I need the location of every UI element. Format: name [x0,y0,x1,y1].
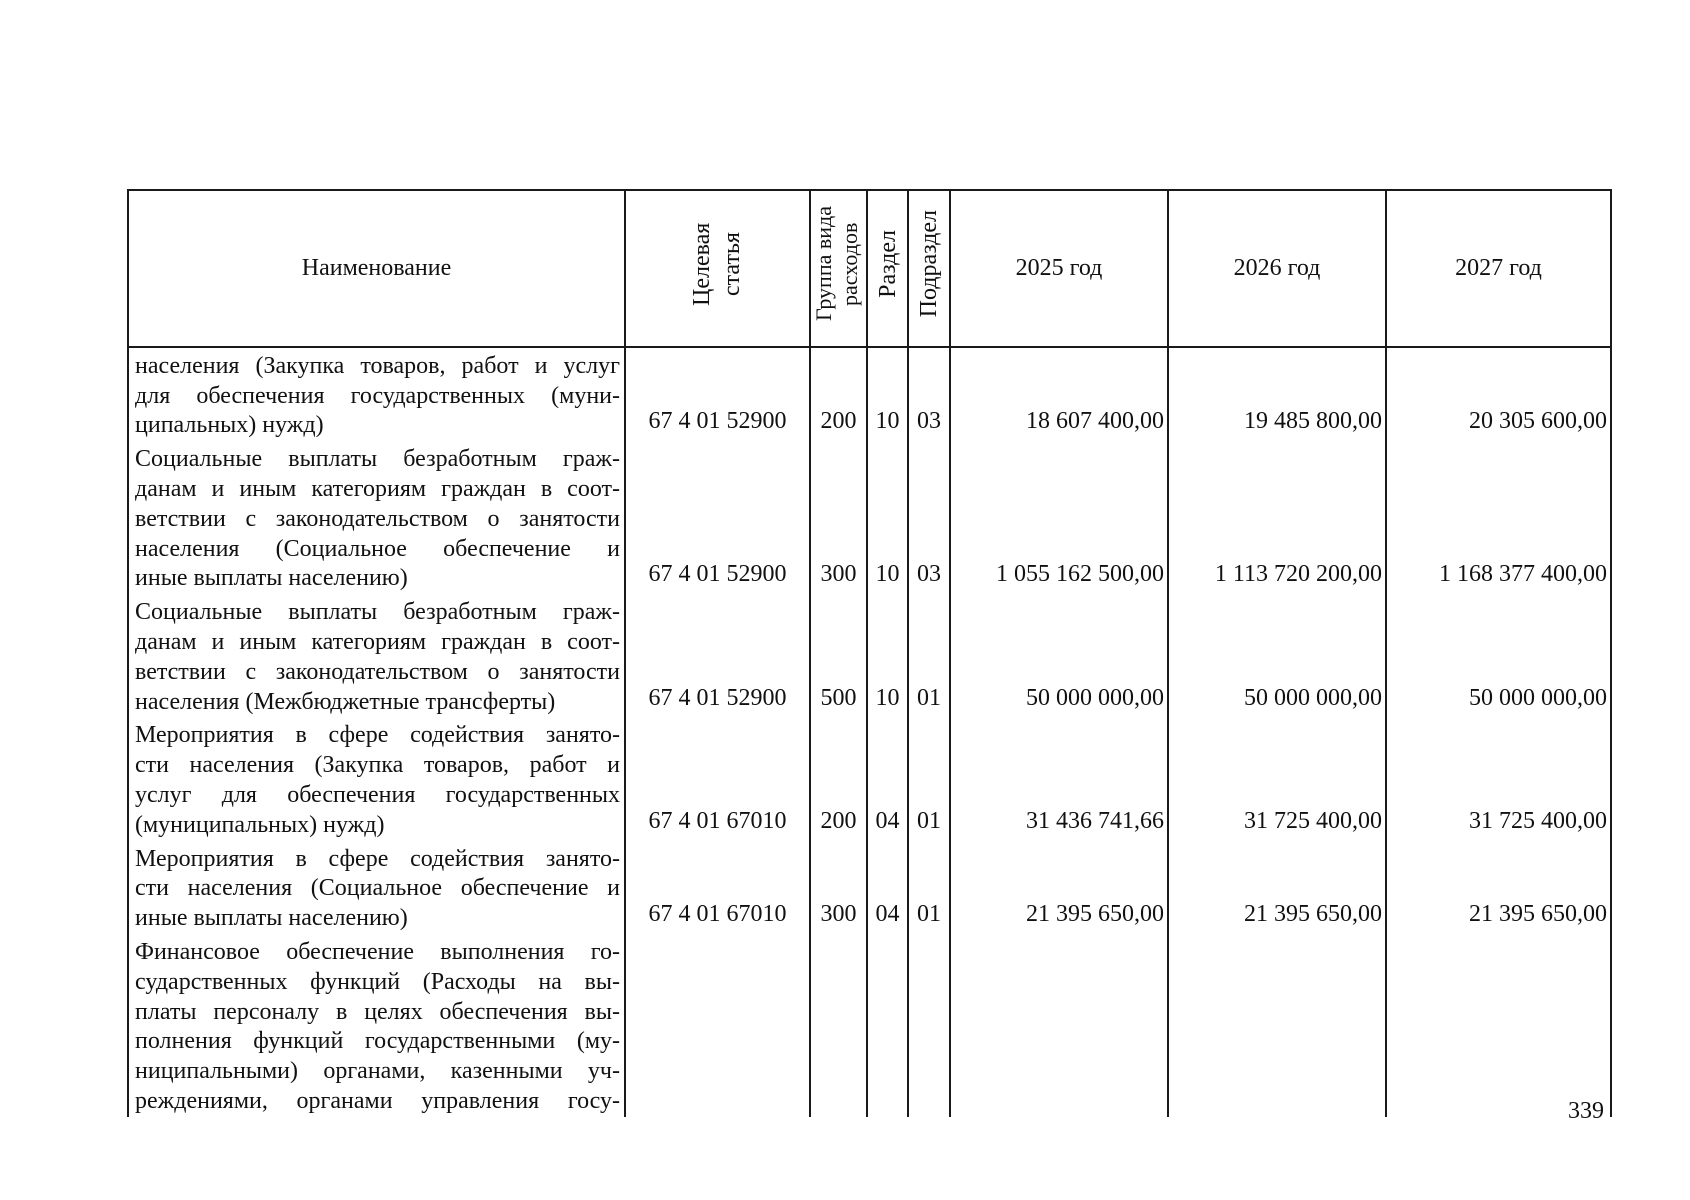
row-section: 10 [867,347,908,441]
row-name-line: полнения функций государственными (му- [135,1028,620,1055]
row-name-line: иные выплаты населению) [135,565,408,592]
row-target: 67 4 01 67010 [625,841,810,934]
row-name-line: Социальные выплаты безработным граж- [135,446,620,473]
row-amount-2027: 31 725 400,00 [1386,717,1611,840]
table-row [128,841,1611,934]
row-name [128,441,625,594]
page-number: 339 [1568,1098,1604,1124]
row-amount-2027: 20 305 600,00 [1386,347,1611,441]
row-name [128,347,625,441]
row-target [625,934,810,1117]
header-group-label: Группа вида расходов [811,206,862,322]
row-name [128,934,625,1117]
row-name-line: Мероприятия в сфере содействия занято- [135,722,620,749]
row-group: 300 [810,841,867,934]
header-section-label: Раздел [874,230,901,298]
row-group: 200 [810,347,867,441]
row-name [128,841,625,934]
row-amount-2025: 21 395 650,00 [950,841,1168,934]
row-section: 04 [867,841,908,934]
row-group: 200 [810,717,867,840]
table-row [128,347,1611,441]
row-section: 10 [867,594,908,717]
row-amount-2026: 21 395 650,00 [1168,841,1386,934]
row-amount-2026 [1168,934,1386,1117]
row-name-line: ниципальными) органами, казенными уч- [135,1058,620,1085]
header-target [625,190,810,347]
row-subsection: 03 [908,347,950,441]
row-section [867,934,908,1117]
row-name-line: Финансовое обеспечение выполнения го- [135,938,620,965]
header-2025: 2025 год [950,190,1168,347]
row-name [128,594,625,717]
row-amount-2027 [1386,934,1611,1117]
row-name-line: сударственных функций (Расходы на вы- [135,968,620,995]
row-amount-2025 [950,934,1168,1117]
row-name-line: для обеспечения государственных (муни- [135,382,620,409]
row-name-line: данам и иным категориям граждан в соот- [135,475,620,502]
table-row [128,717,1611,840]
row-name-line: сти населения (Закупка товаров, работ и [135,752,620,779]
row-name-line: услуг для обеспечения государственных [135,781,620,808]
table-row [128,441,1611,594]
row-name-line: реждениями, органами управления госу- [135,1087,620,1114]
header-subsection [908,190,950,347]
row-amount-2025: 1 055 162 500,00 [950,441,1168,594]
row-amount-2025: 18 607 400,00 [950,347,1168,441]
row-target: 67 4 01 52900 [625,347,810,441]
row-amount-2025: 31 436 741,66 [950,717,1168,840]
row-subsection [908,934,950,1117]
row-amount-2026: 31 725 400,00 [1168,717,1386,840]
header-2027: 2027 год [1386,190,1611,347]
row-name-line: данам и иным категориям граждан в соот- [135,628,620,655]
row-name-line: населения (Межбюджетные трансферты) [135,688,556,715]
table-row [128,934,1611,1117]
row-name-line: ветствии с законодательством о занятости [135,658,620,685]
row-amount-2026: 1 113 720 200,00 [1168,441,1386,594]
row-name-line: иные выплаты населению) [135,905,408,932]
row-subsection: 01 [908,841,950,934]
header-section [867,190,908,347]
row-section: 10 [867,441,908,594]
row-subsection: 03 [908,441,950,594]
row-section: 04 [867,717,908,840]
row-target: 67 4 01 52900 [625,441,810,594]
row-name-line: ветствии с законодательством о занятости [135,505,620,532]
row-name-line: населения (Социальное обеспечение и [135,535,620,562]
header-target-label: Целевая статья [688,222,745,306]
row-name-line: платы персоналу в целях обеспечения вы- [135,998,620,1025]
row-target: 67 4 01 52900 [625,594,810,717]
row-amount-2026: 50 000 000,00 [1168,594,1386,717]
header-row [128,190,1611,347]
row-subsection: 01 [908,717,950,840]
row-group: 300 [810,441,867,594]
row-name-line: Мероприятия в сфере содействия занято- [135,845,620,872]
row-subsection: 01 [908,594,950,717]
header-subsection-label: Подраздел [916,210,942,318]
row-amount-2027: 1 168 377 400,00 [1386,441,1611,594]
row-amount-2026: 19 485 800,00 [1168,347,1386,441]
row-amount-2027: 50 000 000,00 [1386,594,1611,717]
row-target: 67 4 01 67010 [625,717,810,840]
row-name-line: (муниципальных) нужд) [135,811,385,838]
budget-table [127,189,1612,1117]
row-name [128,717,625,840]
row-name-line: ципальных) нужд) [135,412,324,439]
header-name: Наименование [128,190,625,347]
row-amount-2027: 21 395 650,00 [1386,841,1611,934]
table-row [128,594,1611,717]
row-name-line: сти населения (Социальное обеспечение и [135,875,620,902]
header-group [810,190,867,347]
row-group [810,934,867,1117]
row-group: 500 [810,594,867,717]
row-name-line: Социальные выплаты безработным граж- [135,599,620,626]
row-amount-2025: 50 000 000,00 [950,594,1168,717]
row-name-line: населения (Закупка товаров, работ и услуг [135,352,620,379]
header-2026: 2026 год [1168,190,1386,347]
